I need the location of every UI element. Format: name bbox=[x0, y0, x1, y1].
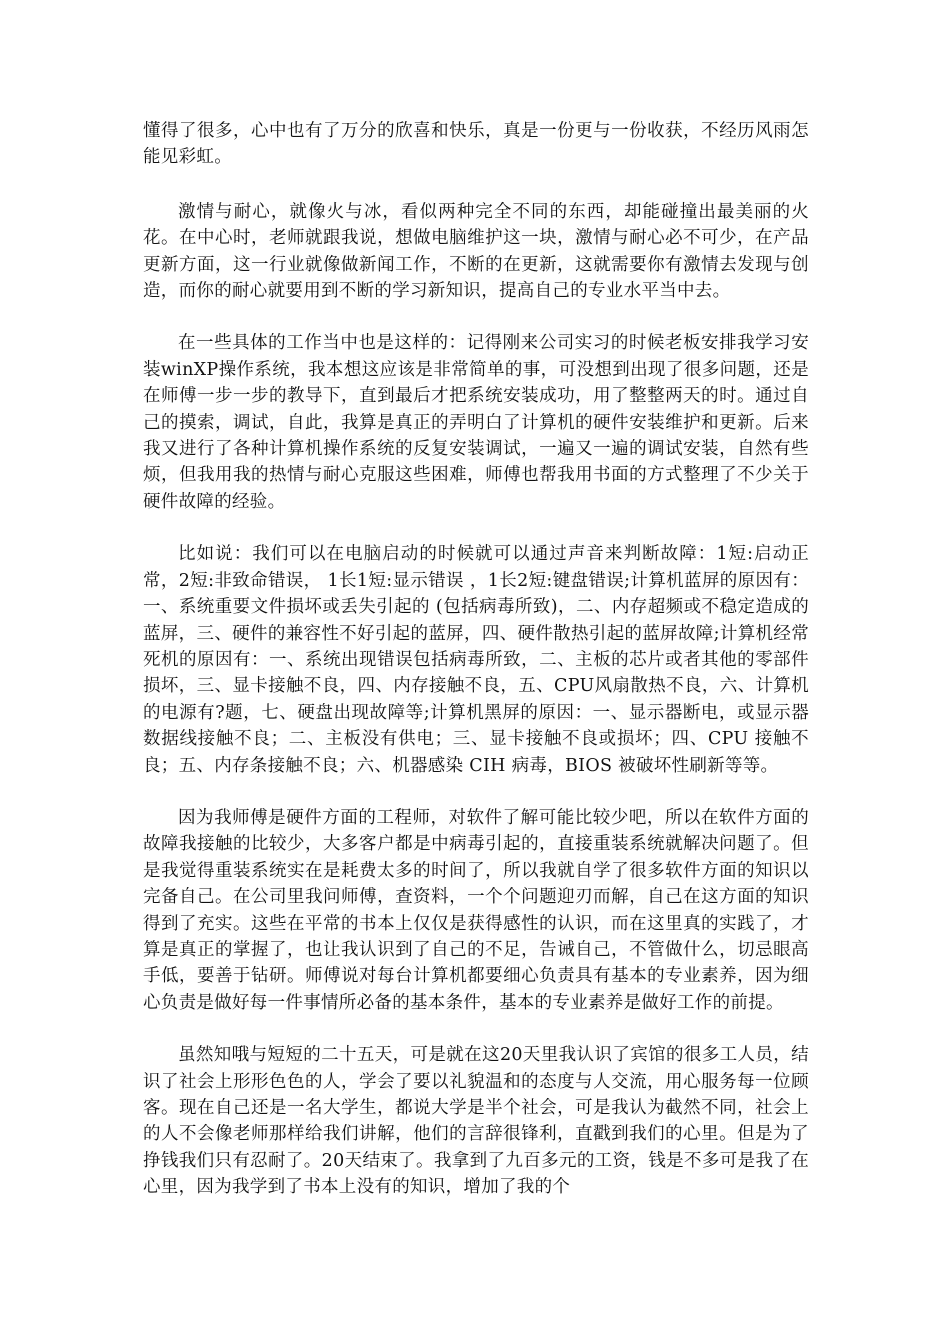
paragraph-3: 在一些具体的工作当中也是这样的：记得刚来公司实习的时候老板安排我学习安装winXP操作系统，我本想这应该是非常简单的事，可没想到出现了很多问题，还是在师傅一步一步的教导下，直到最后才把系统安装成功，用了整整两天的时。通过自己的摸索，调试，自此，我算是真正的弄明白了计算机的硬件安装维护和更新。后来我又进行了各种计算机操作系统的反复安装调试，一遍又一遍的调试安装，自然有些烦，但我用我的热情与耐心克服这些困难，师傅也帮我用书面的方式整理了不少关于硬件故障的经验。 bbox=[143, 333, 809, 512]
paragraph-4: 比如说：我们可以在电脑启动的时候就可以通过声音来判断故障：1短:启动正常，2短:非致命错误， 1长1短:显示错误 ，1长2短:键盘错误;计算机蓝屏的原因有：一、系统重要文件损坏或丢失引起的 (包括病毒所致)，二、内存超频或不稳定造成的蓝屏，三、硬件的兼容性不好引起的蓝屏，四、硬件散热引起的蓝屏故障;计算机经常死机的原因有：一、系统出现错误包括病毒所致，二、主板的芯片或者其他的零部件损坏，三、显卡接触不良，四、内存接触不良，五、CPU风扇散热不良，六、计算机的电源有?题，七、硬盘出现故障等;计算机黑屏的原因：一、显示器断电，或显示器数据线接触不良；二、主板没有供电；三、显卡接触不良或损坏；四、CPU 接触不良；五、内存条接触不良；六、机器感染 CIH 病毒，BIOS 被破坏性刷新等等。 bbox=[143, 544, 809, 776]
document-page bbox=[143, 118, 809, 1227]
paragraph-6: 虽然知哦与短短的二十五天，可是就在这20天里我认识了宾馆的很多工人员，结识了社会上形形色色的人，学会了要以礼貌温和的态度与人交流，用心服务每一位顾客。现在自己还是一名大学生，都说大学是半个社会，可是我认为截然不同，社会上的人不会像老师那样给我们讲解，他们的言辞很锋利，直戳到我们的心里。但是为了挣钱我们只有忍耐了。20天结束了。我拿到了九百多元的工资，钱是不多可是我了在心里，因为我学到了书本上没有的知识，增加了我的个 bbox=[143, 1045, 809, 1198]
paragraph-5: 因为我师傅是硬件方面的工程师，对软件了解可能比较少吧，所以在软件方面的故障我接触的比较少，大多客户都是中病毒引起的，直接重装系统就解决问题了。但是我觉得重装系统实在是耗费太多的时间了，所以我就自学了很多软件方面的知识以完备自己。在公司里我问师傅，查资料，一个个问题迎刃而解，自己在这方面的知识得到了充实。这些在平常的书本上仅仅是获得感性的认识，而在这里真的实践了，才算是真正的掌握了，也让我认识到了自己的不足，告诫自己，不管做什么，切忌眼高手低，要善于钻研。师傅说对每台计算机都要细心负责具有基本的专业素养，因为细心负责是做好每一件事情所必备的基本条件，基本的专业素养是做好工作的前提。 bbox=[143, 807, 809, 1013]
paragraph-2: 激情与耐心，就像火与冰，看似两种完全不同的东西，却能碰撞出最美丽的火花。在中心时，老师就跟我说，想做电脑维护这一块，激情与耐心必不可少，在产品更新方面，这一行业就像做新闻工作，不断的在更新，这就需要你有激情去发现与创造，而你的耐心就要用到不断的学习新知识，提高自己的专业水平当中去。 bbox=[143, 201, 809, 302]
paragraph-1: 懂得了很多，心中也有了万分的欣喜和快乐，真是一份更与一份收获，不经历风雨怎能见彩虹。 bbox=[143, 121, 809, 168]
